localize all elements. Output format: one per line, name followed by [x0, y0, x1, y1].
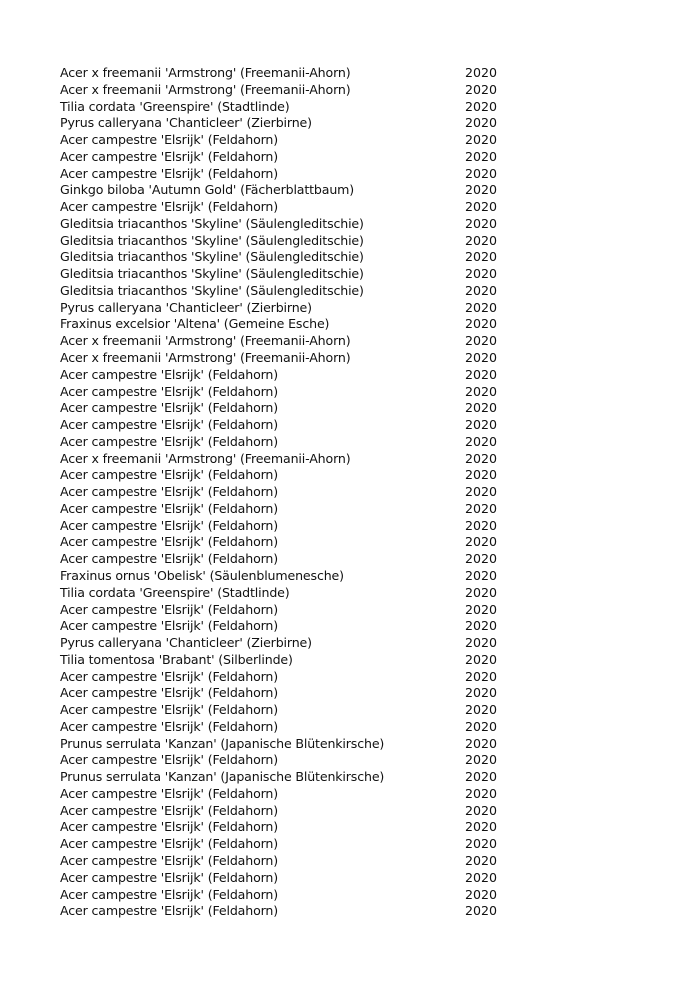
table-row: [60, 484, 500, 501]
tree-species-name: Gleditsia triacanthos 'Skyline' (Säulengleditschie): [60, 249, 364, 265]
planting-year: 2020: [465, 651, 498, 667]
planting-year: 2020: [465, 316, 498, 332]
table-row: [60, 451, 500, 468]
tree-species-name: Acer campestre 'Elsrijk' (Feldahorn): [60, 668, 279, 684]
planting-year: 2020: [465, 282, 498, 298]
tree-species-name: Acer campestre 'Elsrijk' (Feldahorn): [60, 433, 279, 449]
tree-list: [60, 65, 500, 920]
tree-species-name: Acer campestre 'Elsrijk' (Feldahorn): [60, 534, 279, 550]
tree-species-name: Acer campestre 'Elsrijk' (Feldahorn): [60, 517, 279, 533]
table-row: [60, 501, 500, 518]
planting-year: 2020: [465, 517, 498, 533]
table-row: [60, 819, 500, 836]
table-row: [60, 467, 500, 484]
table-row: [60, 182, 500, 199]
planting-year: 2020: [465, 534, 498, 550]
planting-year: 2020: [465, 819, 498, 835]
table-row: [60, 132, 500, 149]
planting-year: 2020: [465, 433, 498, 449]
planting-year: 2020: [465, 350, 498, 366]
table-row: [60, 752, 500, 769]
planting-year: 2020: [465, 450, 498, 466]
table-row: [60, 769, 500, 786]
tree-species-name: Acer x freemanii 'Armstrong' (Freemanii-Ahorn): [60, 65, 351, 80]
planting-year: 2020: [465, 148, 498, 164]
table-row: [60, 149, 500, 166]
planting-year: 2020: [465, 165, 498, 181]
tree-species-name: Acer x freemanii 'Armstrong' (Freemanii-Ahorn): [60, 450, 351, 466]
tree-species-name: Acer campestre 'Elsrijk' (Feldahorn): [60, 165, 279, 181]
table-row: [60, 316, 500, 333]
planting-year: 2020: [465, 266, 498, 282]
planting-year: 2020: [465, 752, 498, 768]
planting-year: 2020: [465, 132, 498, 148]
planting-year: 2020: [465, 903, 498, 919]
tree-species-name: Acer campestre 'Elsrijk' (Feldahorn): [60, 383, 279, 399]
tree-species-name: Acer x freemanii 'Armstrong' (Freemanii-Ahorn): [60, 81, 351, 97]
tree-species-name: Acer campestre 'Elsrijk' (Feldahorn): [60, 618, 279, 634]
table-row: [60, 199, 500, 216]
table-row: [60, 249, 500, 266]
table-row: [60, 266, 500, 283]
planting-year: 2020: [465, 702, 498, 718]
tree-species-name: Acer campestre 'Elsrijk' (Feldahorn): [60, 785, 279, 801]
planting-year: 2020: [465, 115, 498, 131]
tree-species-name: Acer campestre 'Elsrijk' (Feldahorn): [60, 132, 279, 148]
tree-species-name: Fraxinus excelsior 'Altena' (Gemeine Esche): [60, 316, 330, 332]
table-row: [60, 618, 500, 635]
tree-species-name: Acer campestre 'Elsrijk' (Feldahorn): [60, 199, 279, 215]
table-row: [60, 786, 500, 803]
tree-species-name: Acer campestre 'Elsrijk' (Feldahorn): [60, 903, 279, 919]
planting-year: 2020: [465, 199, 498, 215]
table-row: [60, 568, 500, 585]
planting-year: 2020: [465, 232, 498, 248]
tree-species-name: Tilia tomentosa 'Brabant' (Silberlinde): [60, 651, 293, 667]
table-row: [60, 417, 500, 434]
planting-year: 2020: [465, 215, 498, 231]
table-row: [60, 216, 500, 233]
tree-species-name: Acer campestre 'Elsrijk' (Feldahorn): [60, 366, 279, 382]
table-row: [60, 233, 500, 250]
table-row: [60, 518, 500, 535]
planting-year: 2020: [465, 299, 498, 315]
tree-species-name: Pyrus calleryana 'Chanticleer' (Zierbirne): [60, 635, 312, 651]
tree-species-name: Acer campestre 'Elsrijk' (Feldahorn): [60, 417, 279, 433]
planting-year: 2020: [465, 400, 498, 416]
planting-year: 2020: [465, 635, 498, 651]
planting-year: 2020: [465, 65, 498, 80]
planting-year: 2020: [465, 417, 498, 433]
tree-species-name: Gleditsia triacanthos 'Skyline' (Säulengleditschie): [60, 232, 364, 248]
table-row: [60, 99, 500, 116]
table-row: [60, 283, 500, 300]
table-row: [60, 400, 500, 417]
planting-year: 2020: [465, 769, 498, 785]
tree-species-name: Acer x freemanii 'Armstrong' (Freemanii-Ahorn): [60, 333, 351, 349]
table-row: [60, 534, 500, 551]
table-row: [60, 669, 500, 686]
planting-year: 2020: [465, 551, 498, 567]
planting-year: 2020: [465, 869, 498, 885]
planting-year: 2020: [465, 735, 498, 751]
table-row: [60, 434, 500, 451]
tree-species-name: Acer campestre 'Elsrijk' (Feldahorn): [60, 551, 279, 567]
table-row: [60, 585, 500, 602]
table-row: [60, 384, 500, 401]
table-row: [60, 602, 500, 619]
tree-species-name: Gleditsia triacanthos 'Skyline' (Säulengleditschie): [60, 282, 364, 298]
planting-year: 2020: [465, 852, 498, 868]
planting-year: 2020: [465, 567, 498, 583]
table-row: [60, 887, 500, 904]
tree-species-name: Acer campestre 'Elsrijk' (Feldahorn): [60, 836, 279, 852]
table-row: [60, 685, 500, 702]
tree-species-name: Pyrus calleryana 'Chanticleer' (Zierbirne): [60, 299, 312, 315]
table-row: [60, 367, 500, 384]
table-row: [60, 333, 500, 350]
tree-species-name: Prunus serrulata 'Kanzan' (Japanische Blütenkirsche): [60, 735, 385, 751]
table-row: [60, 853, 500, 870]
planting-year: 2020: [465, 836, 498, 852]
tree-species-name: Prunus serrulata 'Kanzan' (Japanische Blütenkirsche): [60, 769, 385, 785]
table-row: [60, 870, 500, 887]
planting-year: 2020: [465, 802, 498, 818]
tree-species-name: Acer campestre 'Elsrijk' (Feldahorn): [60, 819, 279, 835]
table-row: [60, 551, 500, 568]
table-row: [60, 350, 500, 367]
tree-species-name: Acer campestre 'Elsrijk' (Feldahorn): [60, 601, 279, 617]
planting-year: 2020: [465, 182, 498, 198]
table-row: [60, 702, 500, 719]
tree-species-name: Tilia cordata 'Greenspire' (Stadtlinde): [60, 98, 290, 114]
tree-species-name: Acer x freemanii 'Armstrong' (Freemanii-Ahorn): [60, 350, 351, 366]
tree-species-name: Acer campestre 'Elsrijk' (Feldahorn): [60, 869, 279, 885]
planting-year: 2020: [465, 81, 498, 97]
tree-species-name: Acer campestre 'Elsrijk' (Feldahorn): [60, 148, 279, 164]
table-row: [60, 65, 500, 82]
tree-species-name: Tilia cordata 'Greenspire' (Stadtlinde): [60, 584, 290, 600]
planting-year: 2020: [465, 668, 498, 684]
table-row: [60, 836, 500, 853]
tree-species-name: Acer campestre 'Elsrijk' (Feldahorn): [60, 685, 279, 701]
table-row: [60, 803, 500, 820]
planting-year: 2020: [465, 500, 498, 516]
table-row: [60, 300, 500, 317]
table-row: [60, 635, 500, 652]
planting-year: 2020: [465, 601, 498, 617]
planting-year: 2020: [465, 98, 498, 114]
tree-species-name: Acer campestre 'Elsrijk' (Feldahorn): [60, 467, 279, 483]
tree-species-name: Gleditsia triacanthos 'Skyline' (Säulengleditschie): [60, 266, 364, 282]
planting-year: 2020: [465, 467, 498, 483]
tree-species-name: Acer campestre 'Elsrijk' (Feldahorn): [60, 852, 279, 868]
planting-year: 2020: [465, 886, 498, 902]
tree-species-name: Acer campestre 'Elsrijk' (Feldahorn): [60, 400, 279, 416]
table-row: [60, 719, 500, 736]
tree-species-name: Ginkgo biloba 'Autumn Gold' (Fächerblattbaum): [60, 182, 355, 198]
tree-species-name: Pyrus calleryana 'Chanticleer' (Zierbirne): [60, 115, 312, 131]
planting-year: 2020: [465, 685, 498, 701]
table-row: [60, 652, 500, 669]
tree-species-name: Acer campestre 'Elsrijk' (Feldahorn): [60, 752, 279, 768]
tree-species-name: Acer campestre 'Elsrijk' (Feldahorn): [60, 718, 279, 734]
planting-year: 2020: [465, 484, 498, 500]
tree-species-name: Gleditsia triacanthos 'Skyline' (Säulengleditschie): [60, 215, 364, 231]
table-row: [60, 82, 500, 99]
table-row: [60, 736, 500, 753]
tree-species-name: Acer campestre 'Elsrijk' (Feldahorn): [60, 886, 279, 902]
table-row: [60, 166, 500, 183]
tree-species-name: Acer campestre 'Elsrijk' (Feldahorn): [60, 484, 279, 500]
table-row: [60, 115, 500, 132]
tree-species-name: Acer campestre 'Elsrijk' (Feldahorn): [60, 500, 279, 516]
planting-year: 2020: [465, 718, 498, 734]
tree-species-name: Acer campestre 'Elsrijk' (Feldahorn): [60, 802, 279, 818]
planting-year: 2020: [465, 785, 498, 801]
tree-species-name: Acer campestre 'Elsrijk' (Feldahorn): [60, 702, 279, 718]
planting-year: 2020: [465, 618, 498, 634]
tree-species-name: Fraxinus ornus 'Obelisk' (Säulenblumenesche): [60, 567, 344, 583]
planting-year: 2020: [465, 366, 498, 382]
planting-year: 2020: [465, 249, 498, 265]
planting-year: 2020: [465, 383, 498, 399]
planting-year: 2020: [465, 333, 498, 349]
table-row: [60, 903, 500, 920]
planting-year: 2020: [465, 584, 498, 600]
